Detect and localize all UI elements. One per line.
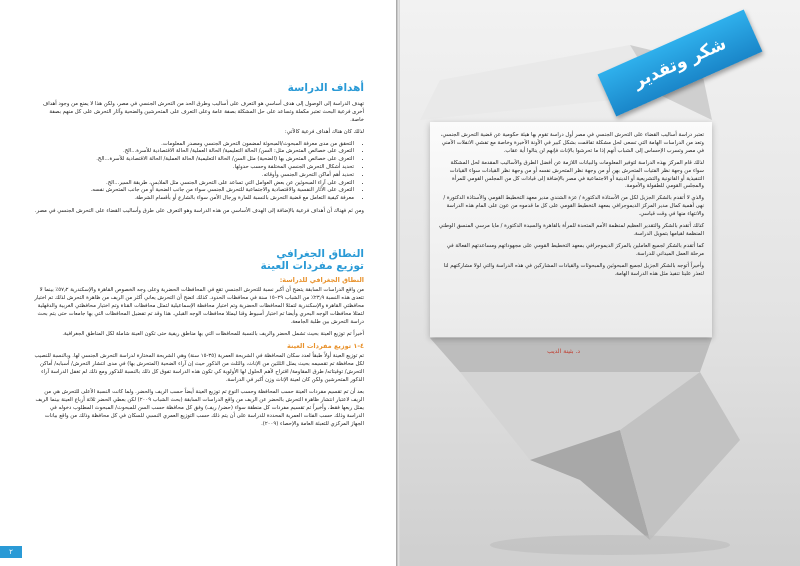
goals-list [34, 141, 364, 203]
list-item: • التعرف على آراء المبحوثين عن بعض العوامل التي تساعد على التحرش الجنسي مثل الملابس، طريقة السير...الخ. [34, 180, 354, 188]
goals-section [34, 82, 364, 220]
goals-sub-intro: لذلك كان هناك أهداف فرعية كالآتي: [284, 128, 364, 135]
scope-section [34, 248, 364, 433]
list-item: • التعرف على خصائص المتحرش مثل: السن/ الحالة التعليمية/ الحالة العملية/ الحالة الاقتصادية للأسرة...الخ. [34, 148, 354, 156]
sample-paragraph-1: تم توزيع العينة أولاً طبقاً لعدد سكان المحافظة في الشريحة العمرية (٣٥-١٥ سنة) وهي الشريحة المختارة لدراسة التحرش الجنسي لها. وبالنسبة للنصيب لكل محافظة تم تقسيمه بحيث يمثل الثلثين من الإناث، والثلث من الذكور حيث إن آراء الضحية (المتحرش بها) في مدى انتشار التحرش/ أسبابه/ أماكن التحرش/ توقيتاته/ طرق المقاومة/ اقتراح لأهم الحلول لها الأولوية كي تكون هذه الدراسة تفوق كل ذلك بالنسبة للذكور ومع ذلك لم تغفل الدراسة آراء الذكور المتحرشين ولكن كان لعينة الإناث وزن أكبر في الدراسة. [34, 353, 364, 384]
goals-heading: أهداف الدراسة [287, 82, 364, 94]
scope-heading: النطاق الجغرافي [276, 248, 364, 260]
ack-paragraph-2: لذلك قام المركز بهذه الدراسة لتوفير المعلومات والبيانات اللازمة عن أفضل الطرق والأساليب المقدمة لحل المشكلة سواء من وجهة نظر الفتيات المتحرش بهن أو من وجهة نظر المتحرش نفسه أو من وجهة نظر القيادات سواء القيادات التنفيذية أو القانونية والتشريعية أو الدينية أو الاجتماعية في مصر بالإضافة إلى قيادات كل من المجلس القومي للمرأة والمجلس القومي للطفولة والأمومة. [449, 159, 704, 190]
scope-subheading: النطاق الجغرافي للدراسة: [279, 276, 364, 284]
ack-paragraph-3: والذي لا أتقدم بالشكر الجزيل لكل من الأستاذة الدكتورة / عزة الشندي مدير معهد التخطيط القومي والأستاذة الدكتورة / نهى أهمية كمال مدير المركز الديموجرافي بمعهد التخطيط القومي على كل ما قدموه من عون على المام هذه الدراسة والانتهاء منها في وقت قياسي. [443, 195, 704, 218]
ribbon-title: شكر وتقدير [630, 33, 730, 93]
bottom-fold [430, 338, 712, 372]
list-item: • التعرف على خصائص المتحرش بها (الضحية) مثل السن/ الحالة التعليمية/ الحالة العملية/ الحالة الاقتصادية للأسرة...الخ. [34, 156, 354, 164]
ack-paragraph-1: تعتبر دراسة أساليب القضاء على التحرش الجنسي في مصر أول دراسة تقوم بها هيئة حكومية عن قضية التحرش الجنسي، وتعد من الدراسات الهامة التي تسعى لحل مشكلة تفاقمت بشكل كبير في الآونة الأخيرة وخاصة مع تفشي الانفلات الأمني في مصر وتسرب الإحساس إلى الشباب أنهم إذا ما تحرشوا بالإناث فإنهم لن ينالوا أية عقاب. [440, 132, 704, 154]
left-page [0, 0, 397, 566]
list-item: • معرفة كيفية التعامل مع قضية التحرش بالنسبة للمارة ورجال الأمن سواء بالشارع أو بأقسام الشرطة. [34, 195, 354, 203]
sample-heading: توزيع مفردات العينة [260, 260, 364, 272]
list-item: • تحديد أشكال التحرش الجنسي المختلفة وحسب حدوثها. [34, 164, 354, 172]
scope-paragraph-1: من واقع الدراسات السابقة يتضح أن أكبر نسبة للتحرش الجنسي تقع في المحافظات الحضرية وعلى وجه الخصوص القاهرة والإسكندرية ٥٧٫٢٪ بينما لا تتعدى هذه النسبة ٢٣٫٩٪ من الشباب ٢٩–١٥ سنة في محافظات الحدود. كذلك اتضح أن التحرش يعاني أكثر من الريف من ظاهرة التحرش لذلك تم اختيار محافظتي القاهرة والإسكندرية لتمثلا المحافظات الحضرية وتم اختيار محافظة الإسماعيلية لتمثل محافظات القناة وتم اختيار محافظتي الغربية والدقهلية لتمثلا محافظات الوجه البحري وأيضا تم اختيار أسيوط وقنا ليمثلا محافظات الوجه القبلي. هذا وقد تم تفضيل المحافظات التي بها جامعات حتى يتم بحث دراسة التحرش بين طلبة الجامعة. [34, 287, 364, 325]
list-item: • تحديد أهم أماكن التحرش الجنسي وأوقاته. [34, 172, 354, 180]
acknowledgement-panel [430, 122, 712, 337]
ack-paragraph-6: وأخيراً أتوجه بالشكر الجزيل لجميع المبحوثين والمبحوثات والقيادات المشاركين في هذه الدراسة والتي لولا مشاركتهم لنا لتعذر علينا تنفيذ مثل هذه الدراسة الهامة. [443, 262, 704, 277]
acknowledgement-text [438, 132, 704, 283]
sample-paragraph-2: بعد أن تم تقسيم مفردات العينة حسب المحافظة وحسب النوع تم توزيع العينة أيضاً حسب الريف والحضر. ولما كانت النسبة الأعلى للتحرش هي من الريف لاعتبار انتشار ظاهرة التحرش بالحضر عن الريف من واقع الدراسات السابقة (بحث الشباب ٢٠٠٩) لكن بعطي الحضر ثلاثة أرباع العينة بينما الريف يمثل ربعها فقط، وأخيراً تم تقسيم مفردات كل منطقة سواء (حضر/ ريف) وفق كل محافظة حسب السن للمبحوث/ المبحوث المطلوب دخوله في الدراسة وذلك حسب الفئات العمرية المحددة للدراسة على أن يتم ذلك حسب التوزيع العمري النسبي للسكان في كل محافظة وذلك من واقع بيانات الجهاز المركزي للتعبئة العامة والإحصاء (٢٠٠٩). [35, 389, 364, 427]
list-item: • التعرف على الآثار النفسية والاقتصادية والاجتماعية للتحرش الجنسي سواء من جانب الضحية أو من جانب المتحرش نفسه. [34, 187, 354, 195]
ack-paragraph-4: كذلك أتقدم بالشكر والتقدير العظيم لمنظمة الأمم المتحدة للمرأة بالقاهرة والسيدة الدكتورة / مايا مرسي المنسق الوطني المنظمة لقيامها بتمويل الدراسة. [438, 223, 704, 237]
goals-conclusion: ومن ثم فهناك أن أهداف فرعية بالإضافة إلى الهدف الأساسي من هذه الدراسة وهو التعرف على طرق وأساليب القضاء على التحرش الجنسي في مصر. [34, 208, 364, 214]
page-number: ٢ [0, 546, 22, 558]
sample-subheading: ٤-١ توزيع مفردات العينة [287, 342, 364, 351]
ack-paragraph-5: كما أتقدم بالشكر لجميع العاملين بالمركز الديموجرافي بمعهد التخطيط القومي على مجهوداتهم ومساعدتهم الفعالة في مرحلة العمل الميداني للدراسة. [446, 242, 704, 257]
goals-intro: تهدف الدراسة إلى الوصول إلى هدف أساسي هو التعرف على أساليب وطرق الحد من التحرش الجنسي في مصر، ولكن هذا لا يمنع من وجود أهداف أخرى فرعية البحث تعتبر مكملة وتساعد على حل المشكلة بصفة عامة وعلى التعرف على المتحرشين والضحية وآثار التحرش على كل منهم بصفة خاصة. [42, 101, 364, 123]
signature: د. بثينة الديب [547, 348, 580, 355]
floor-shadow [490, 535, 730, 555]
list-item: • التحقق من مدى معرفة المبحوث/المبحوثة لمضمون التحرش الجنسي ومصدر المعلومات. [34, 141, 354, 149]
scope-paragraph-2: أخيراً تم توزيع العينة بحيث تشمل الحضر والريف بالنسبة للمحافظات التي بها مناطق ريفية حتى تكون العينة شاملة لكل المناطق الجغرافية. [62, 330, 364, 337]
